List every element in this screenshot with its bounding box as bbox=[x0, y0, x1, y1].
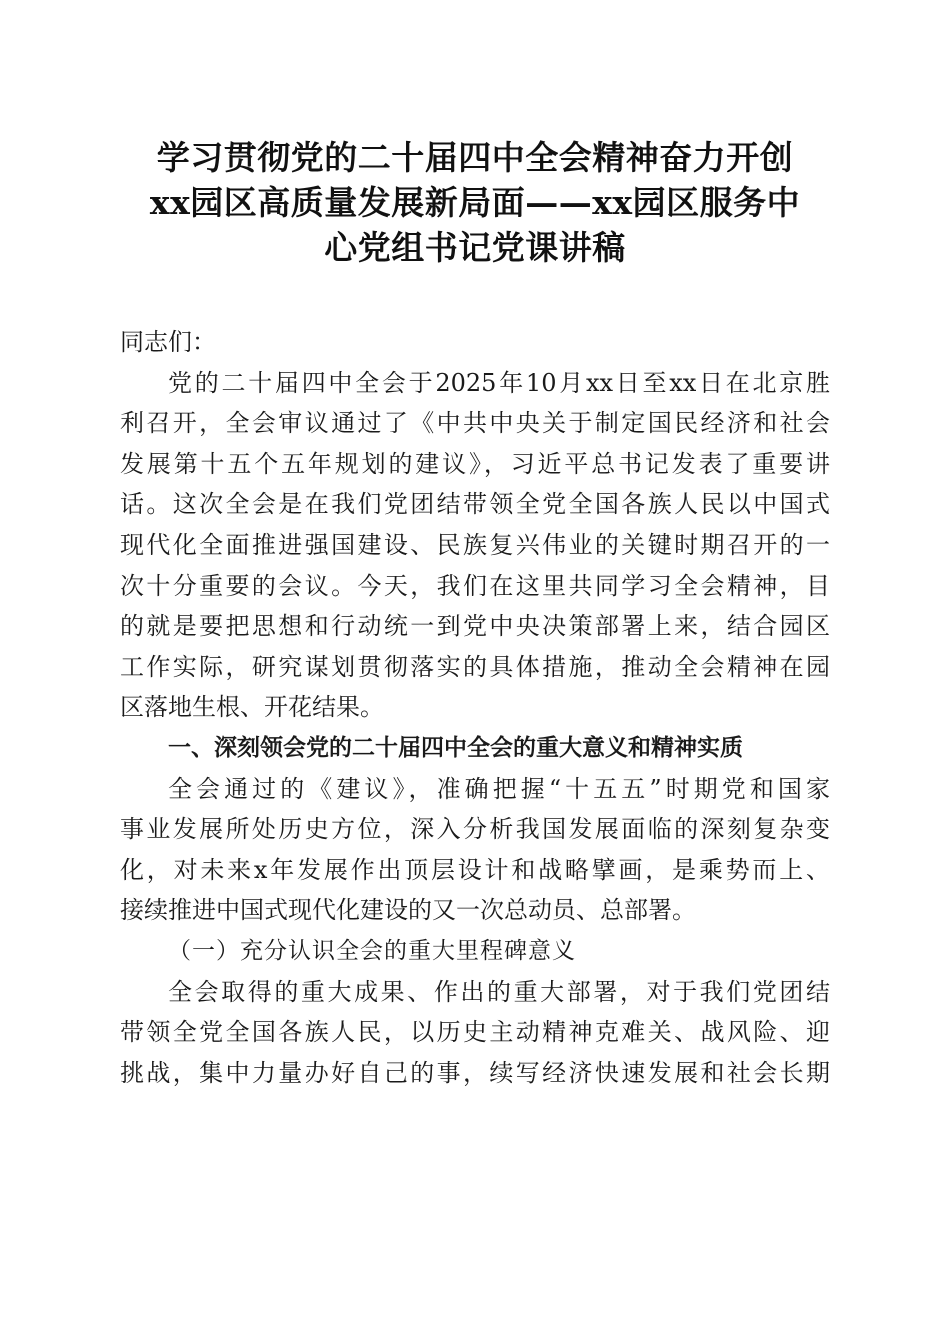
paragraph-1-line-8: 工作实际，研究谋划贯彻落实的具体措施，推动全会精神在园 bbox=[120, 652, 830, 681]
paragraph-1-line-1: 党的二十届四中全会于2025年10月xx日至xx日在北京胜 bbox=[168, 368, 830, 397]
paragraph-3-line-3: 挑战，集中力量办好自己的事，续写经济快速发展和社会长期 bbox=[120, 1058, 830, 1087]
paragraph-2-line-4: 接续推进中国式现代化建设的又一次总动员、总部署。 bbox=[120, 896, 696, 925]
title-line-2: xx园区高质量发展新局面——xx园区服务中 bbox=[149, 183, 801, 222]
paragraph-3-line-1: 全会取得的重大成果、作出的重大部署，对于我们党团结 bbox=[168, 977, 830, 1006]
paragraph-1-line-5: 现代化全面推进强国建设、民族复兴伟业的关键时期召开的一 bbox=[120, 530, 830, 559]
title-line-1: 学习贯彻党的二十届四中全会精神奋力开创 bbox=[156, 138, 794, 177]
paragraph-2-line-1: 全会通过的《建议》，准确把握“十五五”时期党和国家 bbox=[168, 774, 830, 803]
paragraph-3-line-2: 带领全党全国各族人民，以历史主动精神克难关、战风险、迎 bbox=[120, 1018, 830, 1047]
paragraph-1-line-7: 的就是要把思想和行动统一到党中央决策部署上来，结合园区 bbox=[120, 612, 830, 641]
document-title bbox=[120, 135, 830, 270]
section-heading-1: 一、深刻领会党的二十届四中全会的重大意义和精神实质 bbox=[168, 734, 743, 761]
document-body bbox=[120, 322, 830, 1093]
paragraph-1-line-3: 发展第十五个五年规划的建议》，习近平总书记发表了重要讲 bbox=[120, 449, 830, 478]
title-line-3: 心党组书记党课讲稿 bbox=[324, 228, 626, 267]
subsection-heading-1: （一）充分认识全会的重大里程碑意义 bbox=[168, 937, 576, 964]
salutation: 同志们： bbox=[120, 328, 216, 356]
paragraph-1-line-9: 区落地生根、开花结果。 bbox=[120, 693, 384, 722]
paragraph-1-line-6: 次十分重要的会议。今天，我们在这里共同学习全会精神，目 bbox=[120, 571, 830, 600]
paragraph-1-line-2: 利召开，全会审议通过了《中共中央关于制定国民经济和社会 bbox=[120, 409, 830, 438]
paragraph-1-line-4: 话。这次全会是在我们党团结带领全党全国各族人民以中国式 bbox=[120, 490, 830, 519]
paragraph-2-line-3: 化，对未来x年发展作出顶层设计和战略擘画，是乘势而上、 bbox=[120, 855, 830, 884]
paragraph-2-line-2: 事业发展所处历史方位，深入分析我国发展面临的深刻复杂变 bbox=[120, 815, 830, 844]
